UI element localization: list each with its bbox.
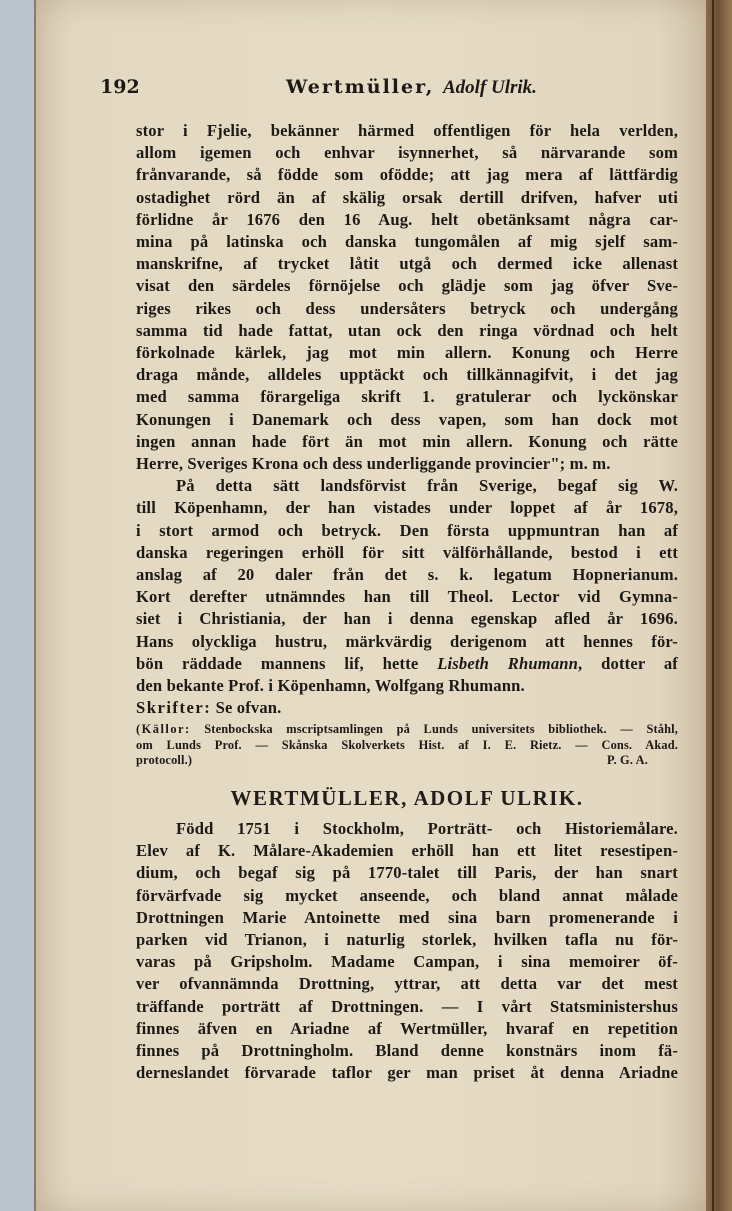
line: danska regeringen erhöll för sitt välförhållande, bestod i ett xyxy=(136,542,678,562)
line: samma tid hade fattat, utan ock den ringa vördnad och helt xyxy=(136,320,678,340)
line: siet i Christiania, der han i denna egenskap afled år 1696. xyxy=(136,609,678,629)
line xyxy=(136,653,678,675)
skrifter-line xyxy=(136,697,678,719)
line: anslag af 20 daler från det s. k. legatum Hopnerianum. xyxy=(136,565,678,585)
sources-text: Stenbockska mscriptsamlingen på Lunds universitets bibliothek. — Ståhl, xyxy=(204,722,678,737)
line: mina på latinska och danska tungomålen af mig sjelf sam- xyxy=(136,232,678,252)
line: På detta sätt landsförvist från Sverige, begaf sig W. xyxy=(176,476,678,496)
line: finnes äfven en Ariadne af Wertmüller, hvaraf en repetition xyxy=(136,1018,678,1038)
sources-last: protocoll.) xyxy=(136,753,193,768)
line: finnes på Drottningholm. Bland denne konstnärs inom fä- xyxy=(136,1041,678,1061)
sources-line xyxy=(136,722,678,737)
line: ostadighet rörd än af skälig orsak dertill drifven, hafver uti xyxy=(136,187,678,207)
line: manskrifne, af trycket låtit utgå och dermed icke allenast xyxy=(136,254,678,274)
entry1-paragraph-1 xyxy=(136,120,678,475)
line-text: bön räddade mannens lif, hette xyxy=(136,653,438,673)
line: träffande porträtt af Drottningen. — I vårt Statsministershus xyxy=(136,996,678,1016)
line: dium, och begaf sig på 1770-talet till Paris, der han snart xyxy=(136,863,678,883)
line: Konungen i Danemark och dess vapen, som han dock mot xyxy=(136,409,678,429)
line: den bekante Prof. i Köpenhamn, Wolfgang Rhumann. xyxy=(136,676,525,696)
running-header xyxy=(100,76,680,106)
line: draga månde, alldeles upptäckt och tillkännagifvit, i det jag xyxy=(136,365,678,385)
book-spine xyxy=(706,0,732,1211)
entry1-body xyxy=(136,120,678,769)
line: Hans olyckliga hustru, märkvärdig derigenom att hennes för- xyxy=(136,631,678,651)
line: Kort derefter utnämndes han till Theol. Lector vid Gymna- xyxy=(136,587,678,607)
entry1-paragraph-2 xyxy=(136,475,678,697)
person-name: Lisbeth Rhumann xyxy=(437,653,579,673)
line: förlidne år 1676 den 16 Aug. helt obetänksamt några car- xyxy=(136,209,678,229)
entry2-title: WERTMÜLLER, ADOLF ULRIK. xyxy=(230,786,584,810)
entry2-body xyxy=(136,818,678,1084)
line: förkolnade kärlek, jag mot min allern. Konung och Herre xyxy=(136,343,678,363)
line: med samma förargeliga skrift 1. gratulerar och lyckönskar xyxy=(136,387,678,407)
line: Född 1751 i Stockholm, Porträtt- och Historiemålare. xyxy=(176,819,678,838)
running-italic: Adolf Ulrik. xyxy=(442,77,537,98)
sources-line: om Lunds Prof. — Skånska Skolverkets Hist. af I. E. Rietz. — Cons. Akad. xyxy=(136,737,678,752)
line: frånvarande, så födde som ofödde; att jag mera af lättfärdig xyxy=(136,165,678,185)
line: allom igemen och enhvar isynnerhet, så närvarande som xyxy=(136,143,678,163)
line: ingen annan hade fört än mot min allern. Konung och rätte xyxy=(136,431,678,451)
line: varas på Gripsholm. Madame Campan, i sina memoirer öf- xyxy=(136,952,678,972)
line: parken vid Trianon, i naturlig storlek, hvilken tafla nu för- xyxy=(136,930,678,950)
skrifter-label: Skrifter: xyxy=(136,698,212,718)
running-name: Wertmüller, xyxy=(286,76,435,98)
line: Herre, Sveriges Krona och dess underliggande provincier"; m. m. xyxy=(136,454,611,474)
line-text: , dotter af xyxy=(578,653,678,673)
sources-label: (Källor: xyxy=(136,722,191,737)
sources-line xyxy=(136,753,678,768)
entry2-paragraph xyxy=(136,818,678,1084)
line: ver ofvannämnda Drottning, yttrar, att detta var det mest xyxy=(136,974,678,994)
line: Elev af K. Målare-Akademien erhöll han ett litet resestipen- xyxy=(136,841,678,861)
sources-block xyxy=(136,722,678,768)
spine-edge xyxy=(712,0,714,1211)
line: stor i Fjelie, bekänner härmed offentligen för hela verlden, xyxy=(136,121,678,140)
signature: P. G. A. xyxy=(606,753,648,768)
running-title xyxy=(286,76,537,99)
line: derneslandet förvarade taflor ger man priset åt denna Ariadne xyxy=(136,1063,678,1083)
page-number: 192 xyxy=(100,76,140,98)
line: Drottningen Marie Antoinette med sina barn promenerande i xyxy=(136,907,678,927)
line: i stort armod och betryck. Den första uppmuntran han af xyxy=(136,520,678,540)
line: riges rikes och dess undersåters betryck och undergång xyxy=(136,298,678,318)
line: förvärfvade sig mycket anseende, och bland annat målade xyxy=(136,885,678,905)
line: till Köpenhamn, der han vistades under loppet af år 1678, xyxy=(136,498,678,518)
line: visat den särdeles förnöjelse och glädje som jag öfver Sve- xyxy=(136,276,678,296)
skrifter-text: Se ofvan. xyxy=(215,698,282,718)
